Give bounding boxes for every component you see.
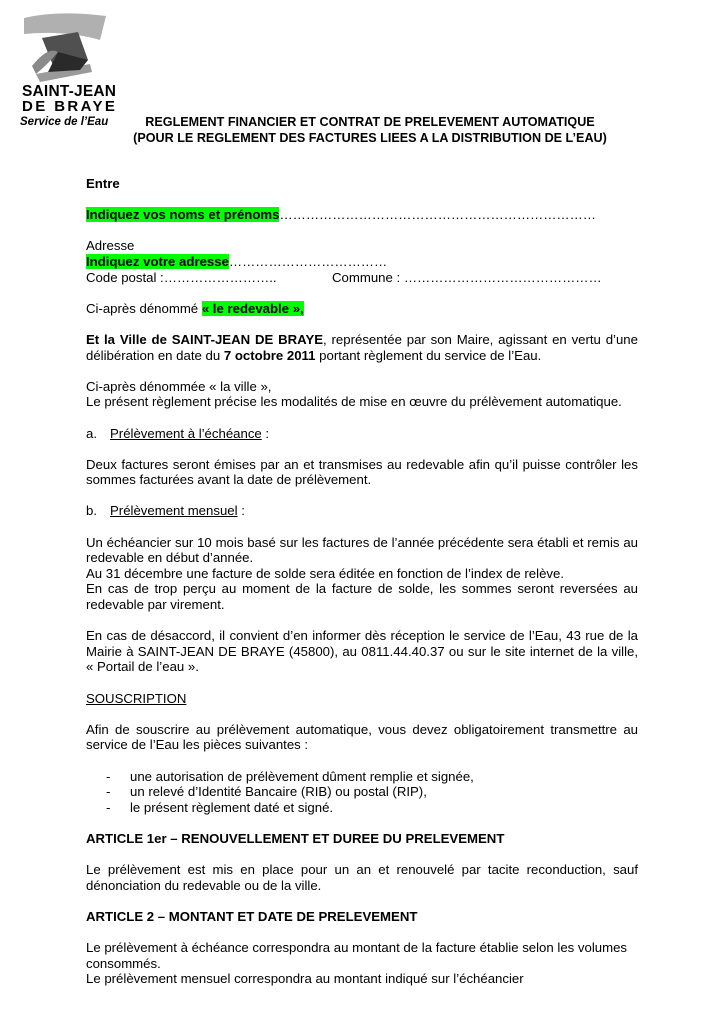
adresse-label: Adresse [86, 238, 135, 254]
postal-row [86, 270, 638, 286]
article-1-text: Le prélèvement est mis en place pour un an et renouvelé par tacite reconduction, sauf dénonciation du redevable ou de la ville. [86, 862, 638, 893]
list-item: - un relevé d’Identité Bancaire (RIB) ou postal (RIP), [106, 784, 427, 800]
document-body [86, 176, 638, 987]
code-postal-field[interactable]: Code postal :…………………….. [86, 269, 277, 285]
logo-graphic [18, 12, 112, 84]
ci-apres-ville: Ci-après dénommée « la ville », [86, 378, 272, 394]
section-b-title: Prélèvement mensuel [110, 503, 238, 519]
deliberation-date: 7 octobre 2011 [223, 347, 316, 363]
ville-text-1: , représentée par son Maire, agissant en vertu d’une délibération en date du [86, 331, 638, 363]
article-1-heading: ARTICLE 1er – RENOUVELLEMENT ET DUREE DU PRELEVEMENT [86, 830, 505, 846]
logo-name-line1: SAINT-JEAN [22, 83, 117, 100]
city-logo [18, 12, 118, 128]
logo-service: Service de l’Eau [20, 116, 109, 128]
present-reglement: Le présent règlement précise les modalités de mise en œuvre du prélèvement automatique. [86, 394, 622, 410]
logo-name-line2: DE BRAYE [22, 98, 118, 115]
article-2-p1: Le prélèvement à échéance correspondra au montant de la facture établie selon les volumes consommés. [86, 940, 628, 971]
section-a-title: Prélèvement à l’échéance [110, 425, 262, 441]
section-b-p2: Au 31 décembre une facture de solde sera éditée en fonction de l’index de relève. [86, 565, 564, 581]
section-b-suffix: : [237, 503, 245, 519]
souscription-heading: SOUSCRIPTION [86, 690, 187, 706]
list-item: - le présent règlement daté et signé. [106, 799, 334, 815]
address-line [86, 254, 638, 270]
souscription-intro: Afin de souscrire au prélèvement automatique, vous devez obligatoirement transmettre au service de l’Eau les pièces suivantes : [86, 721, 638, 753]
section-b-heading [86, 503, 638, 519]
desaccord-paragraph: En cas de désaccord, il convient d’en informer dès réception le service de l’Eau, 43 rue de la Mairie à SAINT-JEAN DE BRAYE (45800), au 0811.44.40.37 ou sur le site internet de la ville, « Portail de l’eau ». [86, 628, 638, 675]
ci-apres-redevable [86, 301, 638, 317]
article-2-heading: ARTICLE 2 – MONTANT ET DATE DE PRELEVEMENT [86, 908, 418, 924]
ville-paragraph [86, 332, 638, 363]
redevable-label: « le redevable », [201, 300, 304, 316]
article-2-p2: Le prélèvement mensuel correspondra au montant indiqué sur l’échéancier [86, 971, 524, 987]
address-dots[interactable]: ……………………………… [228, 253, 388, 269]
section-a-text: Deux factures seront émises par an et transmises au redevable afin qu’il puisse contrôler les sommes facturées avant la date de prélèvement. [86, 456, 638, 488]
section-a-label: a. [86, 425, 97, 441]
ville-bold: Et la Ville de SAINT-JEAN DE BRAYE [86, 331, 324, 347]
list-item: - une autorisation de prélèvement dûment remplie et signée, [106, 768, 474, 784]
ci-apres-prefix: Ci-après dénommé [86, 300, 202, 316]
name-dots[interactable]: ……………………………………………………………… [279, 207, 596, 223]
title-line-2: (POUR LE REGLEMENT DES FACTURES LIEES A LA DISTRIBUTION DE L’EAU) [133, 131, 607, 145]
name-prompt[interactable]: Indiquez vos noms et prénoms [86, 207, 280, 223]
section-b-p3: En cas de trop perçu au moment de la facture de solde, les sommes seront reversées au redevable par virement. [86, 581, 638, 613]
section-a-suffix: : [261, 425, 270, 441]
commune-field[interactable]: Commune : ……………………………………… [332, 269, 602, 285]
section-a-heading [86, 426, 638, 442]
entre-label: Entre [86, 176, 120, 191]
address-prompt[interactable]: Indiquez votre adresse [86, 253, 229, 269]
section-b-p1: Un échéancier sur 10 mois basé sur les factures de l’année précédente sera établi et remis au redevable en début d’année. [86, 534, 638, 566]
section-b-label: b. [86, 503, 97, 519]
name-line [86, 207, 638, 223]
title-line-1: REGLEMENT FINANCIER ET CONTRAT DE PRELEVEMENT AUTOMATIQUE [145, 115, 595, 129]
document-title [120, 114, 620, 146]
ville-text-2: portant règlement du service de l’Eau. [315, 347, 542, 363]
